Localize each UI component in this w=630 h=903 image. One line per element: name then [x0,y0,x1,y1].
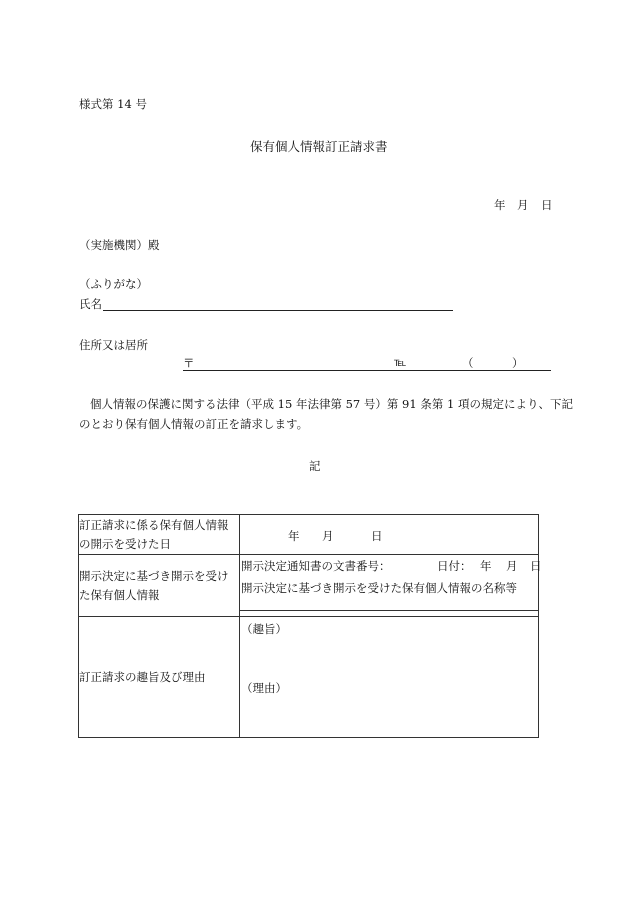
disclosure-day: 日 [371,529,383,543]
date-day: 日 [541,198,553,212]
form-number: 様式第 14 号 [79,97,147,111]
row-purpose-reason [79,617,539,738]
tel-paren-open: （ [462,356,474,370]
addressee-honorific: 殿 [148,238,160,252]
doc-date-label: 日付： [437,559,472,573]
disclosure-year: 年 [288,529,300,543]
phone-icon: ℡ [394,355,407,369]
label-disclosed-info: 開示決定に基づき開示を受け た保有個人情報 [79,555,240,617]
addressee-agency: （実施機関） [79,238,148,252]
label-purpose-reason: 訂正請求の趣旨及び理由 [79,617,240,738]
date-month: 月 [517,198,529,212]
tel-paren-close: ） [512,356,524,370]
body-text-line1: 個人情報の保護に関する法律（平成 15 年法律第 57 号）第 91 条第 1 項の規定により、下記 [90,397,573,411]
postal-mark: 〒 [183,356,195,370]
ki-heading: 記 [309,459,321,473]
inner-divider [240,610,538,611]
doc-date-month: 月 [506,559,518,573]
request-table [78,514,542,738]
value-disclosure-date[interactable] [240,515,539,555]
furigana-label: （ふりがな） [79,277,148,291]
label-disclosure-date: 訂正請求に係る保有個人情報 の開示を受けた日 [79,515,240,555]
name-label: 氏名 [79,297,102,311]
row-disclosed-info [79,555,539,617]
doc-number-label: 開示決定通知書の文書番号： [241,559,391,573]
purpose-label: （趣旨） [241,622,287,636]
reason-label: （理由） [241,681,287,695]
row-disclosure-date [79,515,539,555]
address-label: 住所又は居所 [79,338,148,352]
date-year: 年 [494,198,506,212]
disclosure-month: 月 [322,529,334,543]
address-underline[interactable] [183,370,551,371]
value-disclosed-info [240,555,542,617]
value-purpose-reason[interactable] [240,617,539,738]
name-underline[interactable] [103,310,453,311]
doc-date-year: 年 [480,559,492,573]
body-text-line2: のとおり保有個人情報の訂正を請求します。 [79,417,309,431]
info-name-label: 開示決定に基づき開示を受けた保有個人情報の名称等 [241,581,517,595]
form-title: 保有個人情報訂正請求書 [250,139,388,154]
doc-date-day: 日 [530,559,542,573]
